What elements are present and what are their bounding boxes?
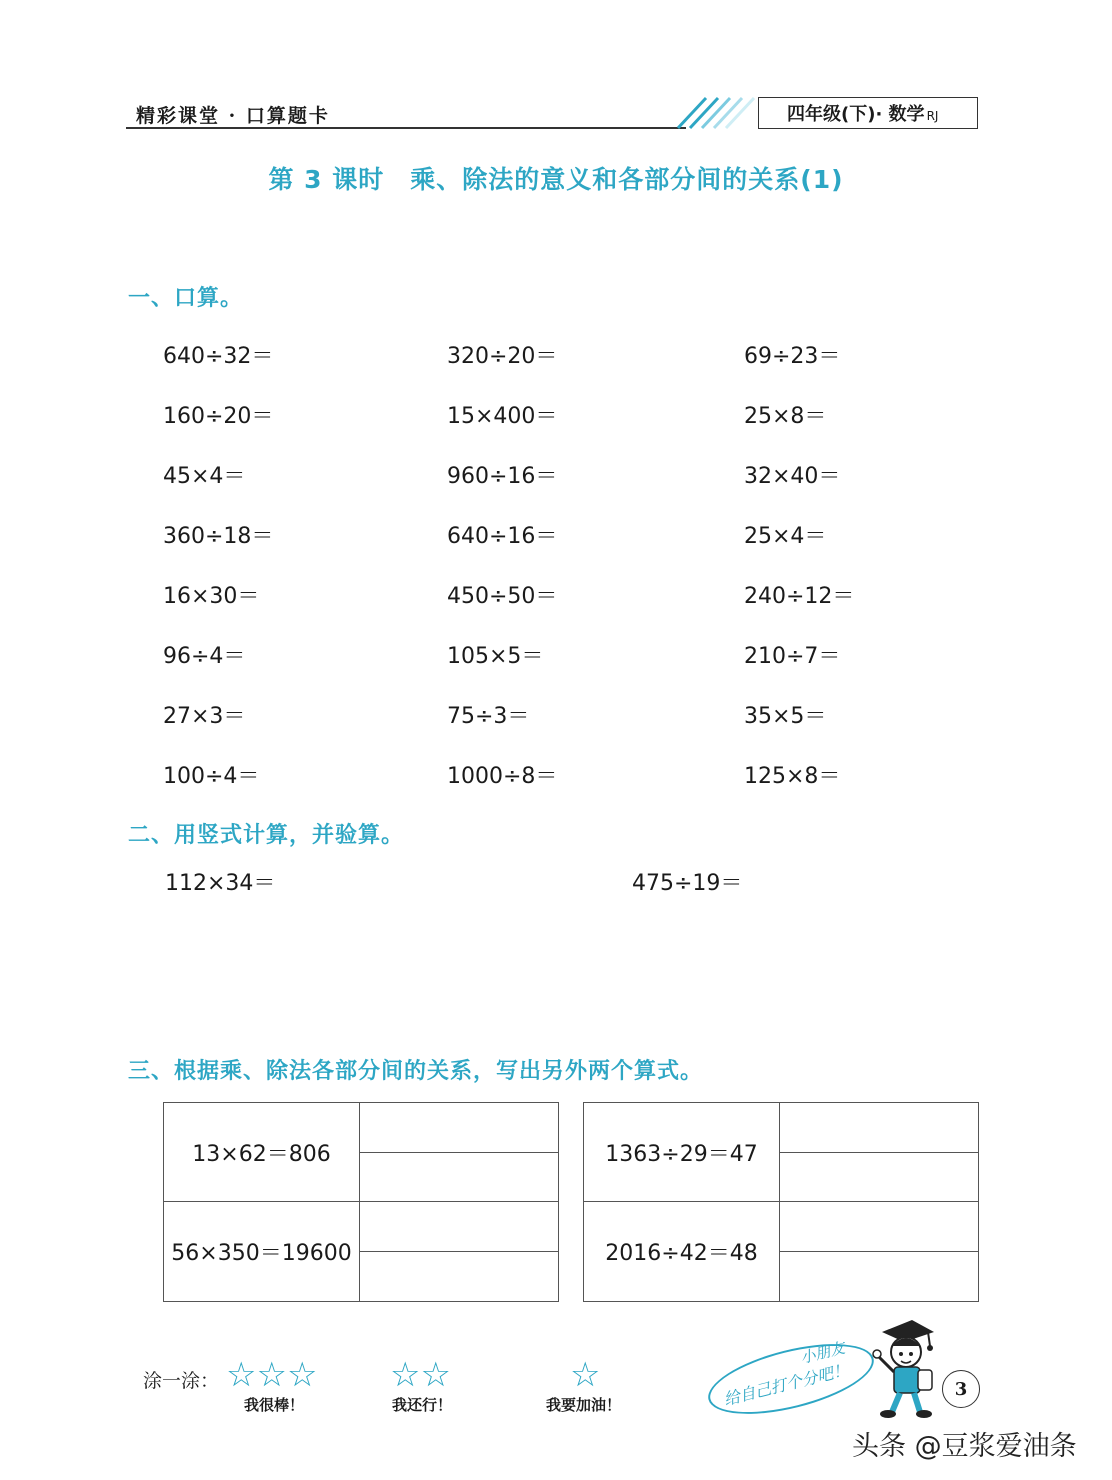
- oral-problem: 96÷4＝: [163, 644, 246, 669]
- oral-problem: 100÷4＝: [163, 764, 260, 789]
- header-grade-text: 四年级(下)· 数学: [787, 104, 925, 125]
- one-star-icon[interactable]: ☆: [570, 1355, 601, 1395]
- section1-title: 一、口算。: [128, 286, 244, 311]
- oral-problem: 27×3＝: [163, 704, 246, 729]
- header-series-title: 精彩课堂 · 口算题卡: [136, 105, 330, 127]
- bubble-text-line1: 小朋友: [798, 1338, 847, 1368]
- oral-problem: 75÷3＝: [447, 704, 530, 729]
- oral-problem: 69÷23＝: [744, 344, 841, 369]
- oral-problem: 210÷7＝: [744, 644, 841, 669]
- oral-problem: 35×5＝: [744, 704, 827, 729]
- student-mascot-icon: [868, 1316, 940, 1420]
- vertical-calc-problem: 475÷19＝: [632, 871, 743, 896]
- oral-problem: 240÷12＝: [744, 584, 855, 609]
- answer-line[interactable]: [780, 1152, 978, 1153]
- oral-problem: 1000÷8＝: [447, 764, 558, 789]
- oral-problem: 640÷16＝: [447, 524, 558, 549]
- header-rule: [126, 127, 686, 129]
- answer-line[interactable]: [360, 1152, 558, 1153]
- oral-problem: 45×4＝: [163, 464, 246, 489]
- oral-problem: 640÷32＝: [163, 344, 274, 369]
- oral-problem: 360÷18＝: [163, 524, 274, 549]
- oral-problem: 25×8＝: [744, 404, 827, 429]
- oral-problem: 320÷20＝: [447, 344, 558, 369]
- header-slash-decoration: [676, 96, 760, 130]
- oral-problem: 160÷20＝: [163, 404, 274, 429]
- oral-problem: 125×8＝: [744, 764, 841, 789]
- lesson-title: 第 3 课时 乘、除法的意义和各部分间的关系(1): [268, 165, 844, 194]
- header-edition-code: RJ: [926, 109, 939, 123]
- self-rating-label: 涂一涂：: [143, 1370, 220, 1392]
- oral-problem: 15×400＝: [447, 404, 558, 429]
- oral-problem: 960÷16＝: [447, 464, 558, 489]
- rating-text-great: 我很棒！: [244, 1396, 305, 1414]
- vertical-calc-problem: 112×34＝: [165, 871, 276, 896]
- three-star-icon[interactable]: ☆☆☆: [226, 1355, 318, 1395]
- given-equation: 13×62＝806: [164, 1103, 360, 1202]
- bubble-text-line2: 给自己打个分吧！: [721, 1359, 851, 1410]
- watermark-text: 头条 @豆浆爱油条: [852, 1431, 1077, 1462]
- oral-problem: 450÷50＝: [447, 584, 558, 609]
- two-star-icon[interactable]: ☆☆: [390, 1355, 451, 1395]
- oral-problem: 32×40＝: [744, 464, 841, 489]
- given-equation: 1363÷29＝47: [584, 1103, 780, 1202]
- given-equation: 56×350＝19600: [164, 1202, 360, 1301]
- answer-line[interactable]: [360, 1251, 558, 1252]
- oral-problem: 105×5＝: [447, 644, 544, 669]
- header-grade-subject: [758, 97, 978, 129]
- row-divider: [584, 1201, 978, 1202]
- oral-problem: 25×4＝: [744, 524, 827, 549]
- section3-title: 三、根据乘、除法各部分间的关系，写出另外两个算式。: [128, 1059, 704, 1084]
- given-equation: 2016÷42＝48: [584, 1202, 780, 1301]
- rating-text-try: 我要加油！: [546, 1396, 622, 1414]
- section2-title: 二、用竖式计算，并验算。: [128, 823, 405, 848]
- relation-table-left: [163, 1102, 559, 1302]
- relation-table-right: [583, 1102, 979, 1302]
- rating-text-ok: 我还行！: [392, 1396, 453, 1414]
- row-divider: [164, 1201, 558, 1202]
- page-number: 3: [942, 1370, 980, 1408]
- answer-line[interactable]: [780, 1251, 978, 1252]
- oral-problem: 16×30＝: [163, 584, 260, 609]
